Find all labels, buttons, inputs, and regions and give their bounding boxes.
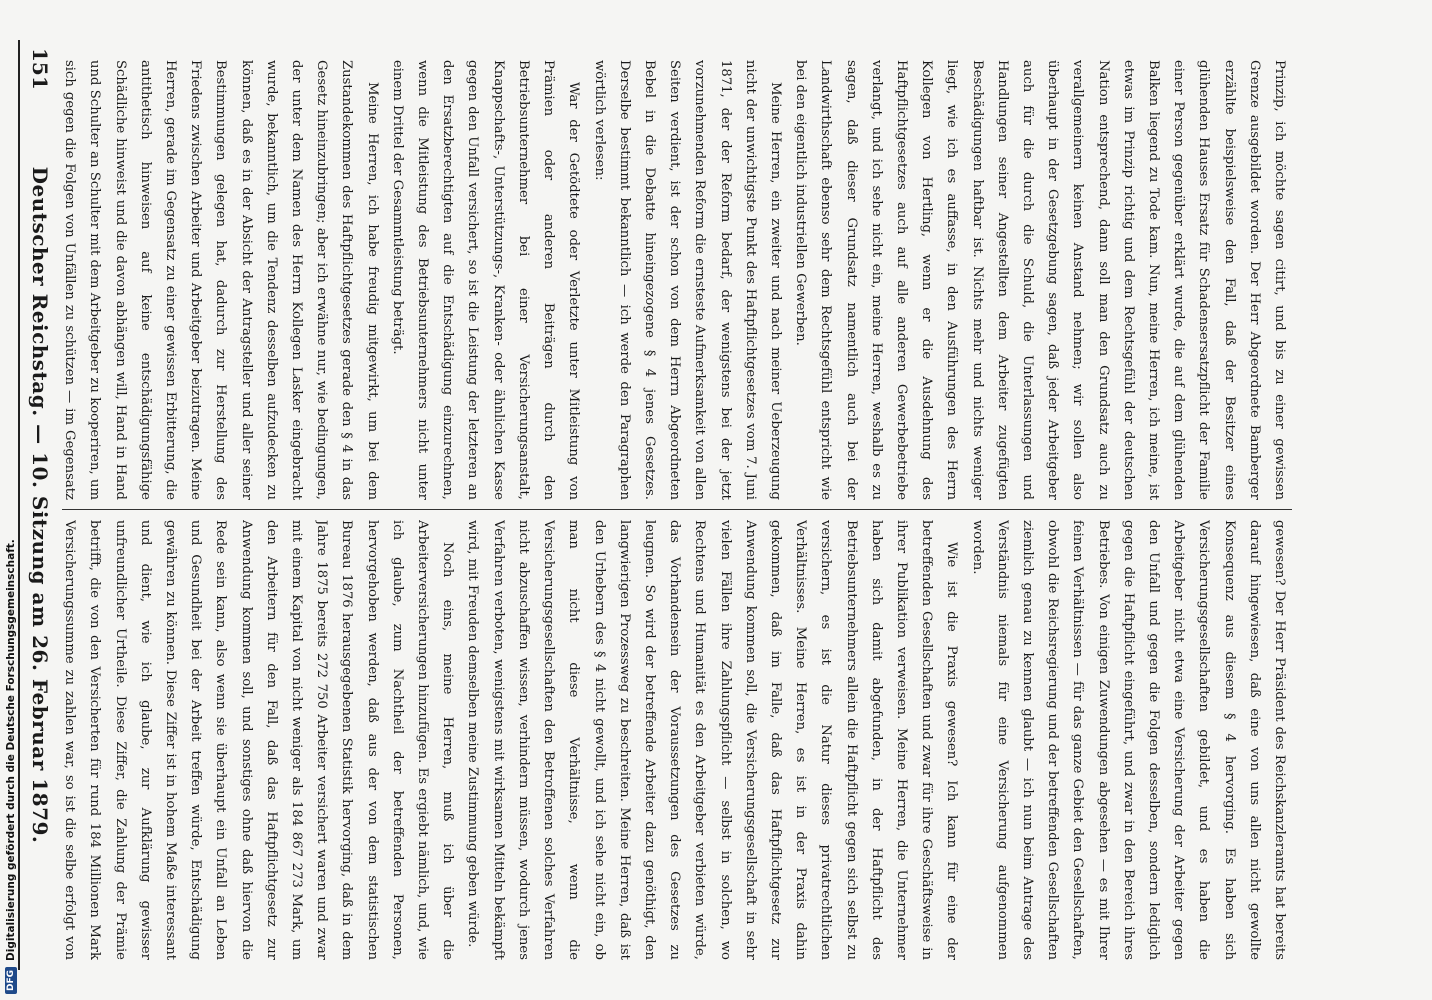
page-number: 151: [28, 48, 52, 90]
header-title: Deutscher Reichstag. — 10. Sitzung am 26. Februar 1879.: [28, 166, 52, 844]
left-column: [62, 60, 1292, 500]
left-paragraph-1: Prinzip, ich möchte sagen citirt, und bis zu einer gewissen Grenze ausgebildet worden. Der Herr Abgeordnete Bamberger erzählte beispielsweise den Fall, daß der Besitzer eines glühenden Hauses Ersatz für Schadensersatzpflicht der Familie einer Person gegenüber erklärt wurde, die auf dem glühenden Balken liegend zu Tode kam. Nun, meine Herren, ich meine, ist etwas im Prinzip richtig und dem Rechtsgefühl der deutschen Nation entsprechend, dann soll man den Grundsatz auch zu verallgemeinern keinen Anstand nehmen; wir sollen also überhaupt in der Gesetzgebung sagen, daß jeder Arbeitgeber auch für die durch die Schuld, die Unterlassungen und Handlungen seiner Angestellten dem Arbeiter zugefügten Beschädigungen haftbar ist. Nichts mehr und nichts weniger liegt, wie ich es auffasse, in den Ausführungen des Herrn Kollegen von Hertling, wenn er die Ausdehnung des Haftpflichtgesetzes auch auf alle anderen Gewerbebetriebe verlangt, und ich sehe nicht ein, meine Herren, weshalb es zu sagen, daß dieser Grundsatz namentlich auch bei der Landwirthschaft ebenso sehr dem Rechtsgefühl entspricht wie bei den eigentlich industriellen Gewerben.: [793, 60, 1287, 500]
dfg-logo-icon: DFG: [5, 967, 17, 994]
right-paragraph-2: Wie ist die Praxis gewesen? Ich kann für eine der betreffenden Gesellschaften und zwar für ihre Geschäftsweise in ihrer Publikation verweisen. Meine Herren, die Unternehmer haben sich damit abgefunden, in der Haftpflicht des Betriebsunternehmers allein die Haftpflicht gegen sich selbst zu versichern, es ist die Natur dieses privatrechtlichen Verhältnisses. Meine Herren, es ist in der Praxis dahin gekommen, daß im Falle, daß das Haftpflichtgesetz zur Anwendung kommen soll, die Versicherungsgesellschaft in sehr vielen Fällen ihre Zahlungspflicht — selbst in solchen, wo Rechtens und Humanität es den Arbeitgeber verbieten würde, das Vorhandensein der Voraussetzungen des Gesetzes zu leugnen. So wird der betreffende Arbeiter dazu genöthigt, den langwierigen Prozessweg zu beschreiten. Meine Herren, daß ist den Urhebern des § 4 nicht gewollt, und ich sehe nicht ein, ob man nicht diese Verhältnisse, wenn die Versicherungsgesellschaften den Betroffenen solches Verfahren nicht abzuschaffen wissen, verhindern müssen, wodurch jenes Verfahren verboten, wenigstens mit wirksamen Mitteln bekämpft wird, mit Freuden demselben meine Zustimmung geben würde.: [465, 520, 960, 960]
right-paragraph-3: Noch eins, meine Herren, muß ich über die Arbeiterversicherungen hinzufügen. Es ergiebt nämlich, und, wie ich glaube, zum Nachtheil der betreffenden Personen, hervorgehoben werden, daß aus der von dem statistischen Bureau 1876 herausgegebenen Statistik hervorging, daß in dem Jahre 1875 bereits 272 750 Arbeiter versichert waren und zwar mit einem Kapital von nicht weniger als 184 867 273 Mark, um den Arbeitern für den Fall, daß das Haftpflichtgesetz zur Anwendung kommen soll, und sonstiges ohne daß hiervon die Rede sein kann, also wenn sie überhaupt ein Unfall an Leben und Gesundheit bei der Arbeit treffen würde, Entschädigung gewähren zu können. Diese Ziffer ist in hohem Maße interessant und dient, wie ich glaube, zur Aufklärung gewisser unfreundlicher Urtheile. Diese Ziffer, die Zahlung der Prämie betrifft, die von den Versicherten für rund 184 Millionen Mark Versicherungssumme zu zahlen war, so ist die selbe erfolgt von: [62, 520, 456, 960]
right-paragraph-1: gewesen? Der Herr Präsident des Reichskanzleramts hat bereits darauf hingewiesen, daß eine von uns allen nicht gewollte Konsequenz aus diesem § 4 hervorging. Es haben sich Versicherungsgesellschaften gebildet, und es haben die Arbeitgeber nicht etwa eine Versicherung der Arbeiter gegen den Unfall und gegen die Folgen desselben, sondern lediglich gegen die Haftpflicht eingeführt, und zwar in den Bereich ihres Betriebes. Von einigen Zuwendungen abgesehen — es mit Ihrer feinen Verhältnissen — für das ganze Gebiet den Gesellschaften, obwohl die Reichsregierung und der betreffenden Gesellschaften ziemlich genau zu kennen glaubt — ich nun beim Antrage des Verständnis niemals für eine Versicherung aufgenommen worden.: [969, 520, 1287, 960]
right-column: [62, 520, 1292, 960]
column-divider: [62, 509, 1292, 510]
left-paragraph-3: War der Getödtete oder Verletzte unter Mitleistung von Prämien oder anderen Beiträgen durch den Betriebsunternehmer bei einer Versicherungsanstalt, Knappschafts-, Unterstützungs-, Kranken- oder ähnlichen Kasse gegen den Unfall versichert, so ist die Leistung der letzteren an den Ersatzberechtigten auf die Entschädigung einzurechnen, wenn die Mitleistung des Betriebsunternehmers nicht unter einem Drittel der Gesammtleistung beträgt.: [389, 60, 582, 500]
left-paragraph-2: Meine Herren, ein zweiter und nach meiner Ueberzeugung nicht der unwichtigste Punkt des Haftpflichtgesetzes vom 7. Juni 1871, der der Reform bedarf, der wenigstens bei der jetzt vorzunehmenden Reform die ernsteste Aufmerksamkeit von allen Seiten verdient, ist der schon von dem Herrn Abgeordneten Bebel in die Debatte hineingezogene § 4 jenes Gesetzes. Derselbe bestimmt bekanntlich — ich werde den Paragraphen wörtlich verlesen:: [591, 60, 783, 500]
page-header: [18, 40, 54, 970]
credit-text: Digitalisierung gefördert durch die Deutsche Forschungsgemeinschaft.: [5, 539, 17, 961]
left-paragraph-4: Meine Herren, ich habe freudig mitgewirkt, um bei dem Zustandekommen des Haftpflichtgesetzes gerade den § 4 in das Gesetz hineinzubringen; aber ich erwähne nur, wie bedingungen, der unter dem Namen des Herrn Kollegen Lasker eingebracht wurde, bekanntlich, um die Tendenz desselben aufzudecken zu können, daß es in der Absicht der Antragsteller und aller seiner Bestimmungen gelegen hat, dadurch zur Herstellung des Friedens zwischen Arbeiter und Arbeitgeber beizutragen. Meine Herren, gerade im Gegensatz zu einer gewissen Erbitterung, die antithetisch hinweisen auf keine entschädigungsfähige Schädliche hinweist und die davon abhängen will, Hand in Hand und Schulter an Schulter mit dem Arbeitgeber zu kooperiren, um sich gegen die Folgen von Unfällen zu schützen — im Gegensatz: [62, 60, 380, 500]
digitization-credit: [0, 0, 22, 1000]
